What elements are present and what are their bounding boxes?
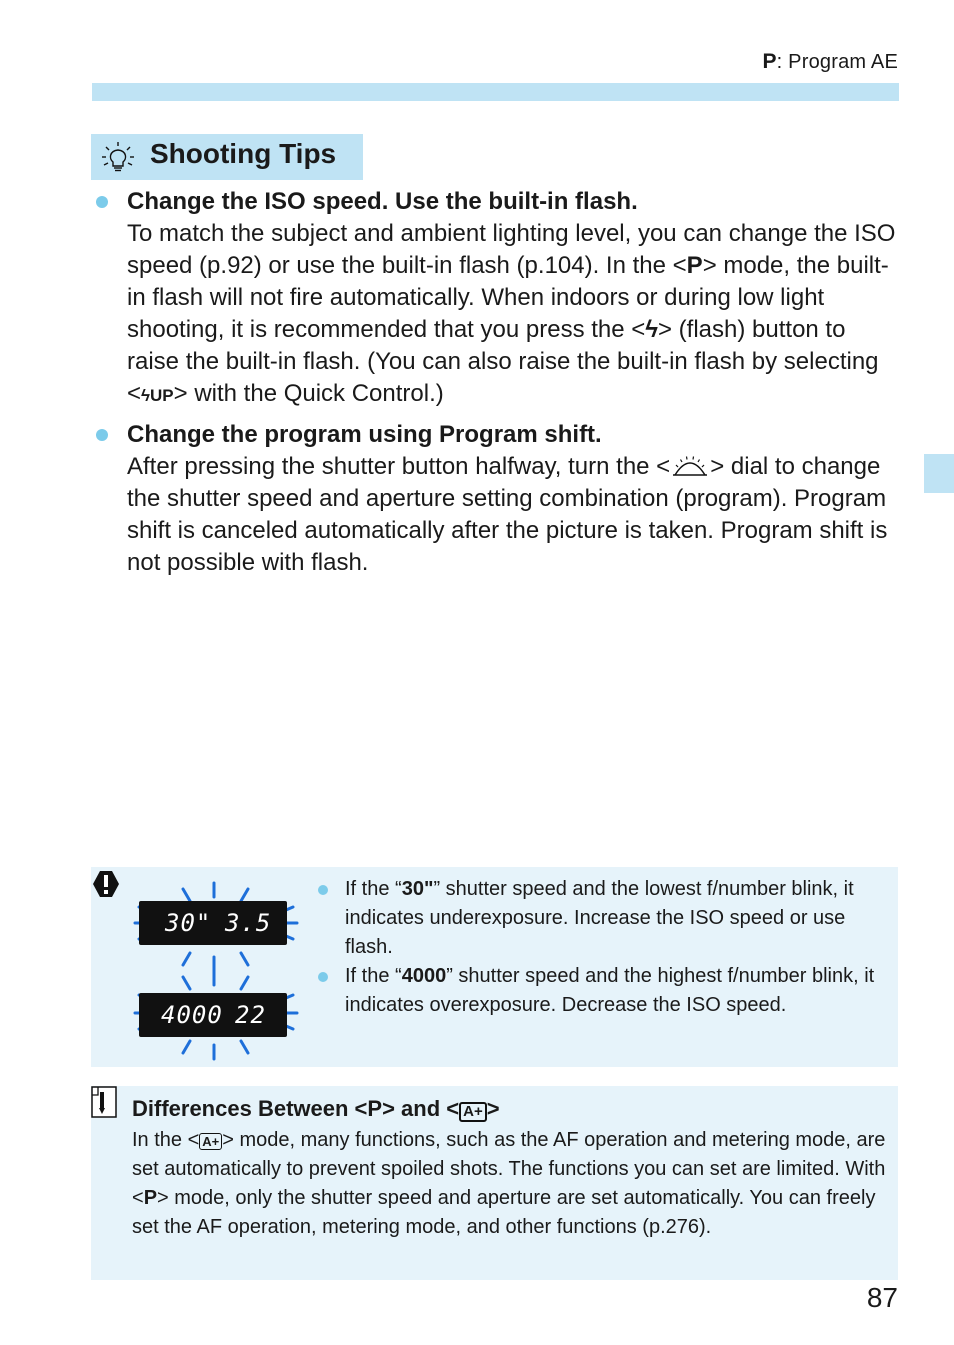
memo-icon xyxy=(91,1086,117,1118)
tip-title: Change the program using Program shift. xyxy=(127,421,602,448)
running-header xyxy=(762,50,898,74)
lcd-display-overexposure xyxy=(139,993,287,1037)
caution-box xyxy=(91,867,898,1067)
caution-icon xyxy=(91,869,121,899)
program-mode-icon: P xyxy=(143,1187,158,1209)
scene-intelligent-auto-icon: A+ xyxy=(199,1133,222,1150)
running-header-title: : Program AE xyxy=(776,51,898,73)
caution-note-overexposure: If the “4000” shutter speed and the highest f/number blink, it indicates overexposure. Decrease the ISO speed. xyxy=(345,965,875,1016)
memo-body: In the < A+ > mode, many functions, such as the AF operation and metering mode, are set automatically to prevent spoiled shots. The functions you can set are limited. With <P> mode, only the shutter speed and aperture are set automatically. You can freely set the AF operation, metering mode, and other functions (p.276). xyxy=(132,1129,886,1238)
scene-intelligent-auto-icon: A+ xyxy=(459,1102,487,1122)
flash-icon: ϟ xyxy=(645,316,658,343)
lcd-shutter-value: 4000 xyxy=(161,1001,223,1029)
caution-note-underexposure: If the “30"” shutter speed and the lowest f/number blink, it indicates underexposure. Increase the ISO speed or use flash. xyxy=(345,878,854,958)
shutter-value: 4000 xyxy=(401,965,447,987)
tip-program-shift xyxy=(127,419,902,579)
bullet-icon xyxy=(96,196,108,208)
bullet-icon xyxy=(318,972,328,982)
memo-title: Differences Between <P> and < A+ > xyxy=(132,1096,500,1121)
program-mode-letter: P xyxy=(762,50,777,73)
program-mode-icon: P xyxy=(367,1096,383,1121)
page-number: 87 xyxy=(866,1282,898,1313)
shooting-tips-heading xyxy=(91,134,363,180)
lcd-aperture-value: 3.5 xyxy=(225,909,272,937)
header-rule xyxy=(92,83,899,101)
program-mode-icon: P xyxy=(686,252,703,279)
tip-body: After pressing the shutter button halfway, turn the < > dial to change the shutter speed and aperture setting combination (program). Program shift is canceled automatically after the picture is taken. Program shift is not possible with flash. xyxy=(127,453,888,576)
main-dial-icon xyxy=(670,453,710,477)
tip-iso-flash xyxy=(127,186,902,412)
flash-up-icon: ϟUP xyxy=(141,386,174,405)
lcd-aperture-value: 22 xyxy=(235,1001,266,1029)
tip-body: To match the subject and ambient lighting level, you can change the ISO speed (p.92) or use the built-in flash (p.104). In the <P> mode, the built-in flash will not fire automatically. When indoors or during low light shooting, it is recommended that you press the <ϟ> (flash) button to raise the built-in flash. (You can also raise the built-in flash by selecting <ϟUP> with the Quick Control.) xyxy=(127,220,896,407)
bullet-icon xyxy=(318,885,328,895)
shooting-tips-title: Shooting Tips xyxy=(150,138,337,169)
memo-box xyxy=(91,1086,898,1280)
lcd-display-underexposure xyxy=(139,901,287,945)
chapter-tab xyxy=(924,454,954,493)
tip-title: Change the ISO speed. Use the built-in flash. xyxy=(127,188,638,215)
lightbulb-icon xyxy=(101,140,135,174)
shutter-value: 30" xyxy=(401,878,434,900)
bullet-icon xyxy=(96,429,108,441)
lcd-shutter-value: 30" xyxy=(165,909,212,937)
